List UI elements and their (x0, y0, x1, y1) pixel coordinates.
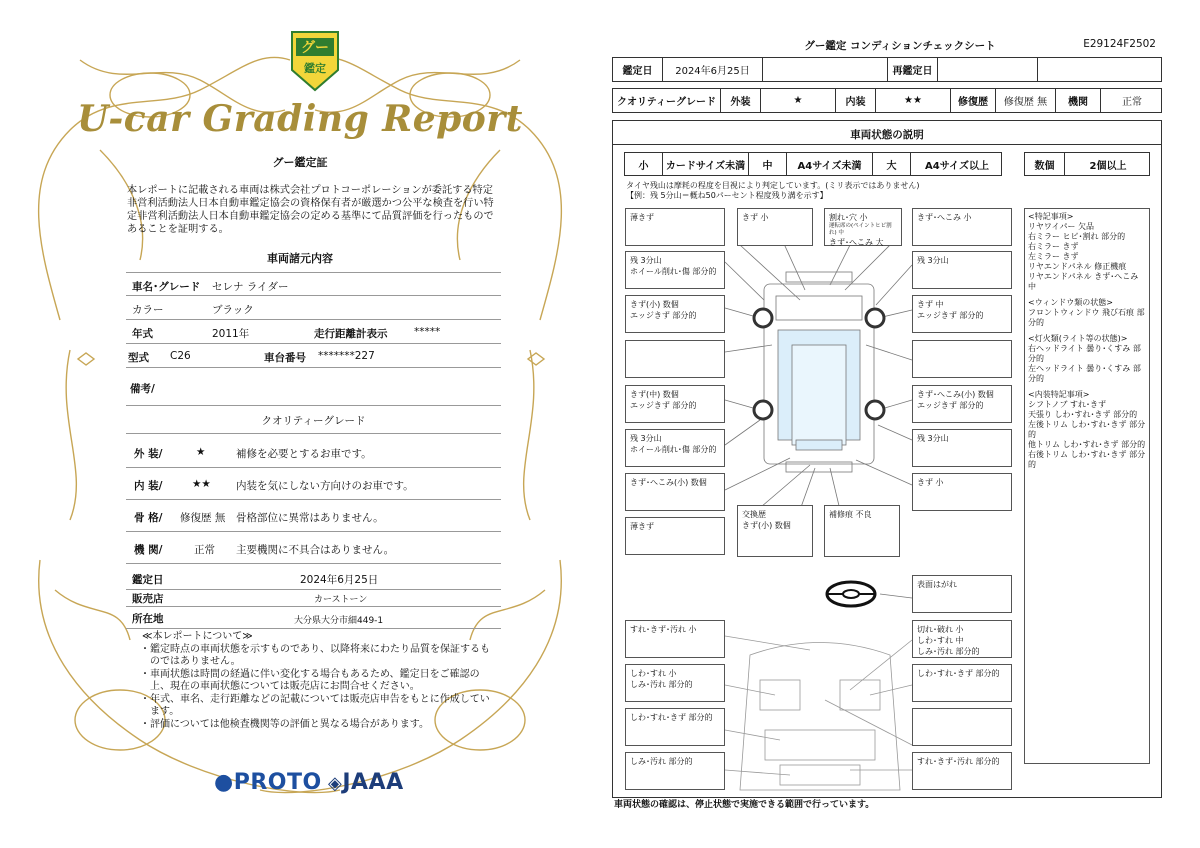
model-label: 車名･グレード (132, 281, 201, 293)
label-left-rear-door: きず(中) 数個 エッジきず 部分的 (625, 385, 725, 423)
frame-label: 骨 格/ (134, 512, 163, 524)
jaaa-mark-icon: ◈ (328, 773, 343, 794)
grade-row-exterior (126, 436, 501, 468)
exterior-stars: ★ (196, 446, 206, 458)
label-int-3: しわ･すれ 小 しみ･汚れ 部分的 (625, 664, 725, 702)
spec-row-year (126, 320, 501, 344)
report-notes (138, 631, 493, 731)
exterior-label: 外 装/ (134, 448, 163, 460)
exterior-desc: 補修を必要とするお車です。 (236, 448, 372, 460)
r-ext-label: 外装 (721, 89, 761, 112)
r-redate-label: 再鑑定日 (888, 58, 938, 81)
interior-desc: 内装を気にしない方向けのお車です。 (236, 480, 414, 492)
date-value: 2024年6月25日 (300, 574, 379, 586)
legend-large: 大 (873, 153, 911, 175)
year-value: 2011年 (212, 328, 250, 340)
notes-title: ≪本レポートについて≫ (142, 631, 253, 642)
r-grade-label: クオリティーグレード (613, 89, 721, 112)
frame-desc: 骨格部位に異常はありません。 (236, 512, 384, 524)
interior-label: 内 装/ (134, 480, 163, 492)
steering-wheel-icon (827, 582, 912, 606)
label-fl-fender: きず(小) 数個 エッジきず 部分的 (625, 295, 725, 333)
certificate-body: 本レポートに記載される車両は株式会社プロトコーポレーションが委託する特定非営利活動法人日本自動車鑑定協会の資格保有者が厳選かつ公平な検査を行い特定非営利活動法人日本自動車鑑定協会の定める基準にて品質評価を行ったものであることを証明する。 (127, 185, 494, 235)
label-fr-tire: 残 3分山 (912, 251, 1012, 289)
interior-stars: ★★ (192, 478, 211, 490)
grade-title-row (126, 406, 501, 434)
note-item: ・評価については他検査機関等の評価と異なる場合があります。 (140, 718, 429, 730)
r-repair-label: 修復歴 (951, 89, 996, 112)
badge-top-text: グー (301, 40, 329, 56)
frame-value: 修復歴 無 (180, 512, 226, 524)
grade-row-engine (126, 532, 501, 564)
label-rr-tire: 残 3分山 (912, 429, 1012, 467)
dealer-value: カーストーン (314, 595, 368, 605)
label-steering: 表面はがれ (912, 575, 1012, 613)
spec-row-type (126, 344, 501, 368)
engine-desc: 主要機関に不具合はありません。 (236, 544, 395, 556)
r-int-value: ★★ (876, 89, 951, 112)
report-script-title: U-car Grading Report (77, 98, 523, 140)
note-item: ・年式、車名、走行距離などの記載については販売店申告をもとに作成しています。 (140, 693, 490, 717)
tire-note-1: タイヤ残山は摩耗の程度を目視により判定しています。(ミリ表示ではありません) (626, 181, 920, 190)
grade-row-interior (126, 468, 501, 500)
chassis-label: 車台番号 (264, 352, 306, 364)
special-notes: <特記事項> リヤワイパー 欠品 右ミラー ヒビ･割れ 部分的 右ミラー きず 左ミラー きず リヤエンドパネル 修正機痕 リヤエンドパネル きず･へこみ 中 <ウィンドウ類の状態> フロントウィンドウ 飛び石痕 部分的 <灯火類(ライト等の状態)> 右ヘッドライト 曇り･くすみ 部分的 左ヘッドライト 曇り･くすみ 部分的 <内装特記事項> シフトノブ すれ･きず 天張り しわ･すれ･きず 部分的 左後トリム しわ･すれ･きず 部分的 他トリム しわ･すれ･きず 部分的 右後トリム しわ･すれ･きず 部分的 (1024, 208, 1150, 764)
proto-logo: ●PROTO (214, 770, 322, 795)
legend-small: 小 (625, 153, 663, 175)
sheet-title: グー鑑定 コンディションチェックシート (804, 40, 996, 52)
odometer-label: 走行距離計表示 (314, 328, 388, 340)
dealer-label: 販売店 (132, 593, 164, 605)
r-date-value: 2024年6月25日 (663, 58, 763, 81)
legend-medium: 中 (749, 153, 787, 175)
note-item: ・車両状態は時間の経過に伴い変化する場合もあるため、鑑定日をご確認の上、現在の車両状態については販売店にお問合せください。 (140, 668, 480, 692)
spec-title: 車両諸元内容 (267, 252, 333, 265)
address-value: 大分県大分市細449-1 (294, 616, 384, 626)
jaaa-logo: ◈JAAA (328, 770, 404, 795)
date-label: 鑑定日 (132, 574, 164, 586)
label-rl-tire: 残 3分山 ホイール削れ･傷 部分的 (625, 429, 725, 467)
spec-row-remarks (126, 372, 501, 406)
chassis-value: *******227 (318, 350, 375, 362)
count-value: 2個以上 (1089, 160, 1127, 172)
color-label: カラー (132, 304, 164, 316)
remarks-label: 備考/ (130, 383, 155, 395)
label-right-rear-door: きず･へこみ(小) 数個 エッジきず 部分的 (912, 385, 1012, 423)
label-fr-fender: きず 中 エッジきず 部分的 (912, 295, 1012, 333)
label-rear-panel: 交換歴 きず(小) 数個 (737, 505, 813, 557)
label-int-2: 切れ･破れ 小 しわ･すれ 中 しみ･汚れ 部分的 (912, 620, 1012, 658)
label-front-right: きず･へこみ 小 (912, 208, 1012, 246)
engine-label: 機 関/ (134, 544, 163, 556)
label-left-door (625, 340, 725, 378)
type-value: C26 (170, 350, 191, 362)
label-int-6: しみ･汚れ 部分的 (625, 752, 725, 790)
label-windshield: 割れ･穴 小 運転席の(ペイントヒビ割れ) 中 きず･へこみ 大 (824, 208, 902, 246)
label-int-4: しわ･すれ･きず 部分的 (912, 664, 1012, 702)
engine-value: 正常 (194, 544, 215, 556)
goo-kantei-badge (286, 30, 344, 92)
label-int-1: すれ･きず･汚れ 小 (625, 620, 725, 658)
sheet-code: E29124F2502 (1083, 38, 1156, 50)
grade-title: クオリティーグレード (261, 415, 366, 427)
year-label: 年式 (132, 328, 153, 340)
r-int-label: 内装 (836, 89, 876, 112)
interior-diagram (725, 636, 912, 790)
count-label: 数個 (1025, 153, 1065, 175)
r-engine-label: 機関 (1056, 89, 1101, 112)
label-front-left: 薄きず (625, 208, 725, 246)
info-row-address (126, 607, 501, 629)
r-date-label: 鑑定日 (613, 58, 663, 81)
color-value: ブラック (212, 304, 254, 316)
label-int-5: しわ･すれ･きず 部分的 (625, 708, 725, 746)
type-label: 型式 (128, 352, 149, 364)
label-rear-left: 薄きず (625, 517, 725, 555)
legend-medium-desc: A4サイズ未満 (787, 153, 873, 175)
r-ext-value: ★ (761, 89, 836, 112)
label-hood-left: きず 小 (737, 208, 813, 246)
label-rl-quarter: きず･へこみ(小) 数個 (625, 473, 725, 511)
label-int-empty (912, 708, 1012, 746)
info-row-dealer (126, 587, 501, 607)
r-engine-value: 正常 (1122, 97, 1142, 108)
tire-note-2: 【例：残 5分山＝概ね50パーセント程度残り溝を示す】 (626, 191, 828, 200)
sheet-footer: 車両状態の確認は、停止状態で実施できる範囲で行っています。 (614, 800, 875, 810)
condition-check-sheet (600, 0, 1200, 848)
label-int-7: すれ･きず･汚れ 部分的 (912, 752, 1012, 790)
address-label: 所在地 (132, 613, 164, 625)
odometer-value: ***** (414, 326, 441, 338)
model-value: セレナ ライダー (212, 281, 289, 293)
section-title: 車両状態の説明 (612, 120, 1162, 145)
proto-mark-icon: ● (214, 770, 234, 795)
r-repair-value: 修復歴 無 (996, 89, 1056, 112)
label-fl-tire: 残 3分山 ホイール削れ･傷 部分的 (625, 251, 725, 289)
legend-small-desc: カードサイズ未満 (663, 153, 749, 175)
legend-large-desc: A4サイズ以上 (925, 160, 989, 172)
certificate-title: グー鑑定証 (272, 156, 328, 169)
note-item: ・鑑定時点の車両状態を示すものであり、以降将来にわたり品質を保証するものではありません。 (140, 643, 490, 667)
spec-row-model (126, 272, 501, 296)
spec-row-color (126, 296, 501, 320)
label-rear-bumper: 補修痕 不良 (824, 505, 900, 557)
badge-bottom-text: 鑑定 (304, 62, 326, 75)
label-right-door (912, 340, 1012, 378)
label-rr-quarter: きず 小 (912, 473, 1012, 511)
grade-row-frame (126, 500, 501, 532)
